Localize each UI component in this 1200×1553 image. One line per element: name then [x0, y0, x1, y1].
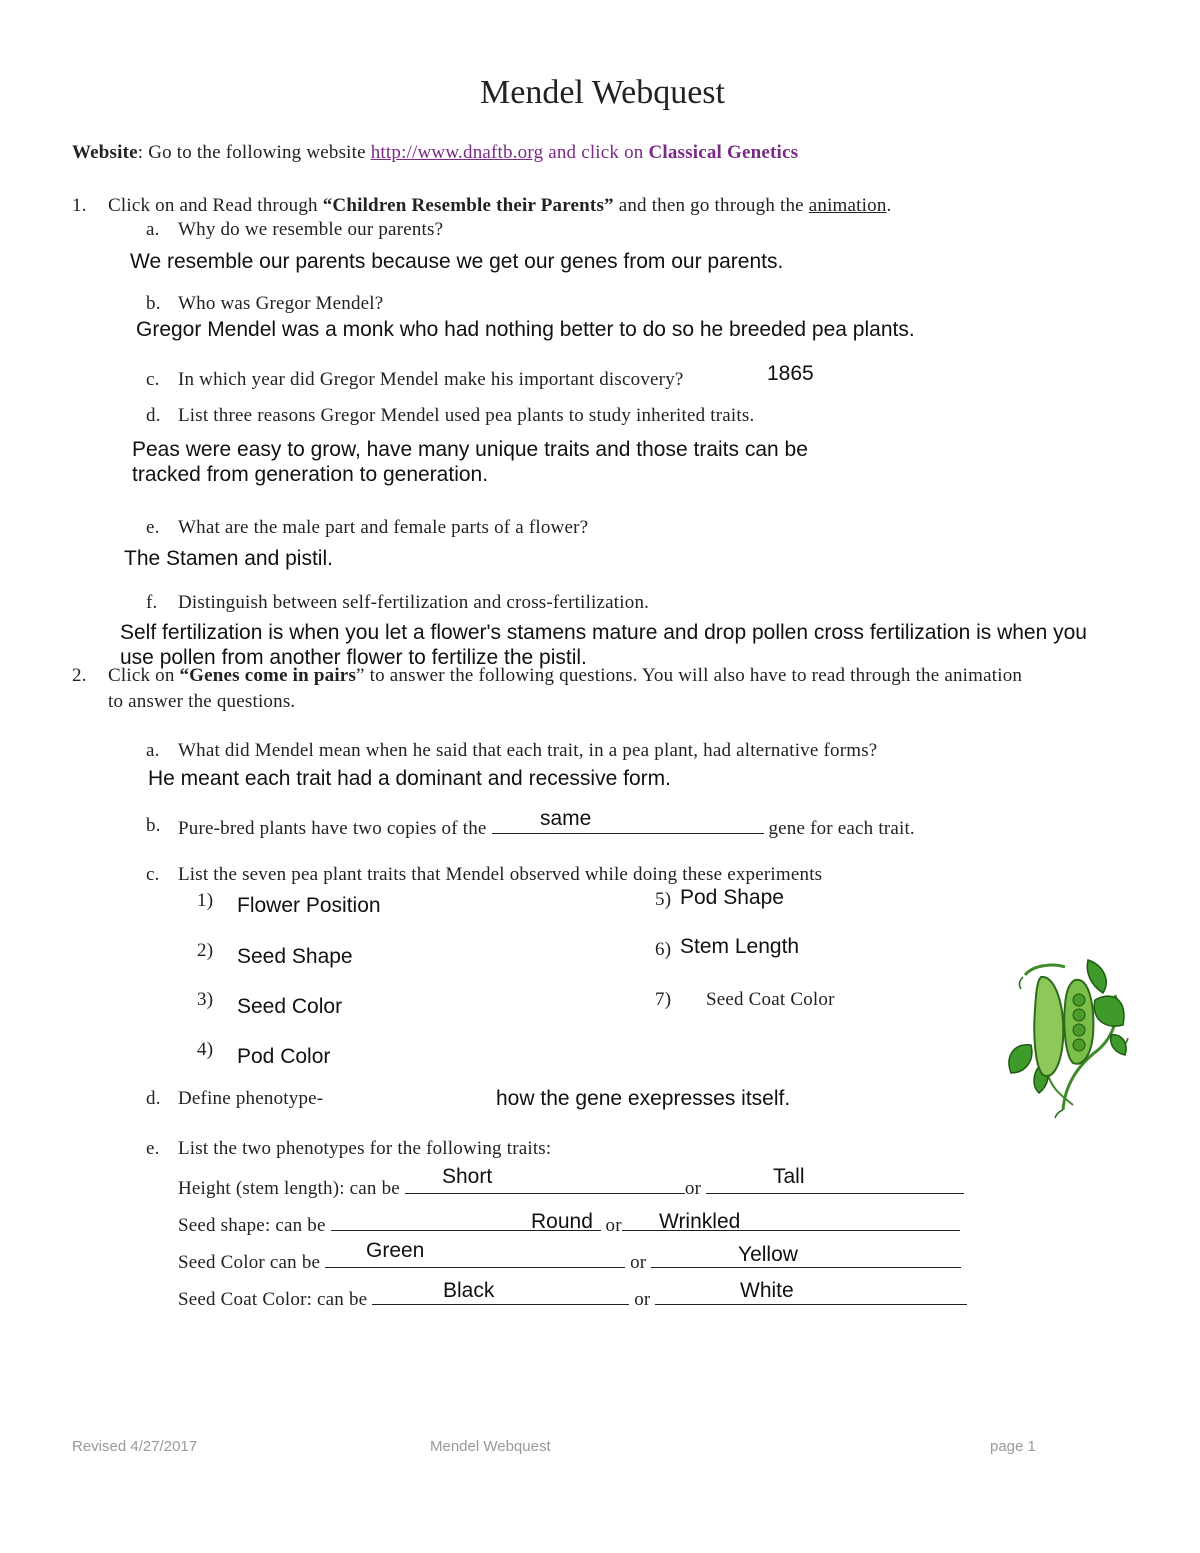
seed-color-label: Seed Color can be	[178, 1252, 326, 1273]
q1e-letter: e.	[146, 517, 160, 538]
q2a-question: What did Mendel mean when he said that each trait, in a pea plant, had alternative forms?	[178, 740, 878, 761]
or-label: or	[684, 1178, 702, 1199]
height-answer-a: Short	[442, 1165, 493, 1188]
q2a-answer: He meant each trait had a dominant and recessive form.	[148, 767, 671, 790]
q2a-letter: a.	[146, 740, 160, 761]
website-link[interactable]: http://www.dnaftb.org	[370, 142, 544, 163]
phenotype-row-seed-color	[178, 1249, 961, 1274]
q2c-letter: c.	[146, 864, 160, 885]
seed-coat-answer-b: White	[740, 1279, 794, 1302]
phenotype-row-height	[178, 1175, 964, 1200]
phenotype-row-seed-coat-color	[178, 1286, 967, 1311]
q1a-letter: a.	[146, 219, 160, 240]
pea-plant-icon	[1003, 955, 1133, 1120]
q1d-question: List three reasons Gregor Mendel used pea plants to study inherited traits.	[178, 405, 755, 426]
q1c-question: In which year did Gregor Mendel make his important discovery?	[178, 369, 684, 390]
q2d-letter: d.	[146, 1088, 161, 1109]
q1-end: .	[886, 195, 892, 216]
q1b-answer: Gregor Mendel was a monk who had nothing better to do so he breeded pea plants.	[136, 318, 915, 341]
q2-line2: to answer the questions.	[108, 691, 296, 712]
q1-number: 1.	[72, 195, 87, 216]
trait-3-value: Seed Color	[237, 995, 343, 1018]
trait-2-value: Seed Shape	[237, 945, 353, 968]
q2b-pre: Pure-bred plants have two copies of the	[178, 818, 492, 839]
q1f-letter: f.	[146, 592, 158, 613]
seed-color-blank-b	[651, 1249, 961, 1268]
q1f-question: Distinguish between self-fertilization and cross-fertilization.	[178, 592, 650, 613]
trait-6-number: 6)	[655, 939, 672, 960]
seed-coat-color-label: Seed Coat Color: can be	[178, 1289, 373, 1310]
height-answer-b: Tall	[773, 1165, 805, 1188]
q2b-blank	[492, 815, 764, 834]
trait-1-value: Flower Position	[237, 894, 381, 917]
q1a-answer: We resemble our parents because we get our genes from our parents.	[130, 250, 784, 273]
q2e-letter: e.	[146, 1138, 160, 1159]
footer-title: Mendel Webquest	[430, 1438, 551, 1455]
or-label: or	[634, 1289, 651, 1310]
q1a-question: Why do we resemble our parents?	[178, 219, 444, 240]
trait-5-value: Pod Shape	[680, 886, 784, 909]
q2e-question: List the two phenotypes for the following traits:	[178, 1138, 552, 1159]
q1-text	[108, 195, 891, 217]
trait-3-number: 3)	[197, 989, 214, 1010]
footer-revised: Revised 4/27/2017	[72, 1438, 198, 1455]
seed-color-answer-a: Green	[366, 1239, 425, 1262]
q1d-letter: d.	[146, 405, 161, 426]
website-text: : Go to the following website	[137, 142, 371, 163]
animation-link[interactable]: animation	[808, 195, 887, 216]
q2d-answer: how the gene exepresses itself.	[496, 1087, 791, 1110]
seed-shape-label: Seed shape: can be	[178, 1215, 331, 1236]
trait-5-number: 5)	[655, 889, 672, 910]
q2c-question: List the seven pea plant traits that Mendel observed while doing these experiments	[178, 864, 823, 885]
q1b-letter: b.	[146, 293, 161, 314]
trait-4-number: 4)	[197, 1039, 214, 1060]
q1c-answer: 1865	[767, 362, 814, 385]
q2-number: 2.	[72, 665, 87, 686]
trait-7-number: 7)	[655, 989, 672, 1010]
seed-coat-blank-b	[655, 1286, 967, 1305]
trait-4-value: Pod Color	[237, 1045, 331, 1068]
trait-1-number: 1)	[197, 890, 214, 911]
q2b-post: gene for each trait.	[763, 818, 915, 839]
q2-post: ” to answer the following questions. You will also have to read through the animation	[356, 665, 1023, 686]
q1e-answer: The Stamen and pistil.	[124, 547, 333, 570]
footer-page: page 1	[990, 1438, 1036, 1455]
q1-bold: “Children Resemble their Parents”	[322, 195, 614, 216]
q2d-question: Define phenotype-	[178, 1088, 324, 1109]
or-label: or	[605, 1215, 622, 1236]
q1f-answer-line1: Self fertilization is when you let a flower's stamens mature and drop pollen cross fertilization is when you	[120, 621, 1087, 644]
website-line	[72, 142, 798, 164]
q1c-letter: c.	[146, 369, 160, 390]
seed-color-answer-b: Yellow	[738, 1243, 798, 1266]
q1d-answer-line1: Peas were easy to grow, have many unique traits and those traits can be	[132, 438, 808, 461]
q1-pre: Click on and Read through	[108, 195, 323, 216]
page-title: Mendel Webquest	[480, 74, 725, 111]
q2b-answer: same	[540, 807, 592, 830]
genes-come-in-pairs-link[interactable]: “Genes come in pairs	[179, 665, 357, 686]
height-label: Height (stem length): can be	[178, 1178, 405, 1199]
q2-pre: Click on	[108, 665, 180, 686]
q1f-answer-line2: use pollen from another flower to fertilize the pistil.	[120, 646, 587, 669]
q1b-question: Who was Gregor Mendel?	[178, 293, 384, 314]
seed-coat-blank-a	[372, 1286, 629, 1305]
height-blank-b	[706, 1175, 964, 1194]
seed-shape-answer-a: Round	[531, 1210, 593, 1233]
q1d-answer-line2: tracked from generation to generation.	[132, 463, 489, 486]
q1e-question: What are the male part and female parts of a flower?	[178, 517, 589, 538]
q2-text	[108, 665, 1022, 687]
classical-genetics-link[interactable]: Classical Genetics	[648, 142, 799, 163]
trait-7-value: Seed Coat Color	[706, 989, 835, 1010]
seed-coat-answer-a: Black	[443, 1279, 495, 1302]
trait-2-number: 2)	[197, 940, 214, 961]
q2b-letter: b.	[146, 815, 161, 836]
trait-6-value: Stem Length	[680, 935, 800, 958]
q1-post: and then go through the	[613, 195, 809, 216]
seed-shape-answer-b: Wrinkled	[659, 1210, 741, 1233]
website-after: and click on	[543, 142, 649, 163]
or-label: or	[630, 1252, 647, 1273]
website-label: Website	[72, 142, 138, 163]
